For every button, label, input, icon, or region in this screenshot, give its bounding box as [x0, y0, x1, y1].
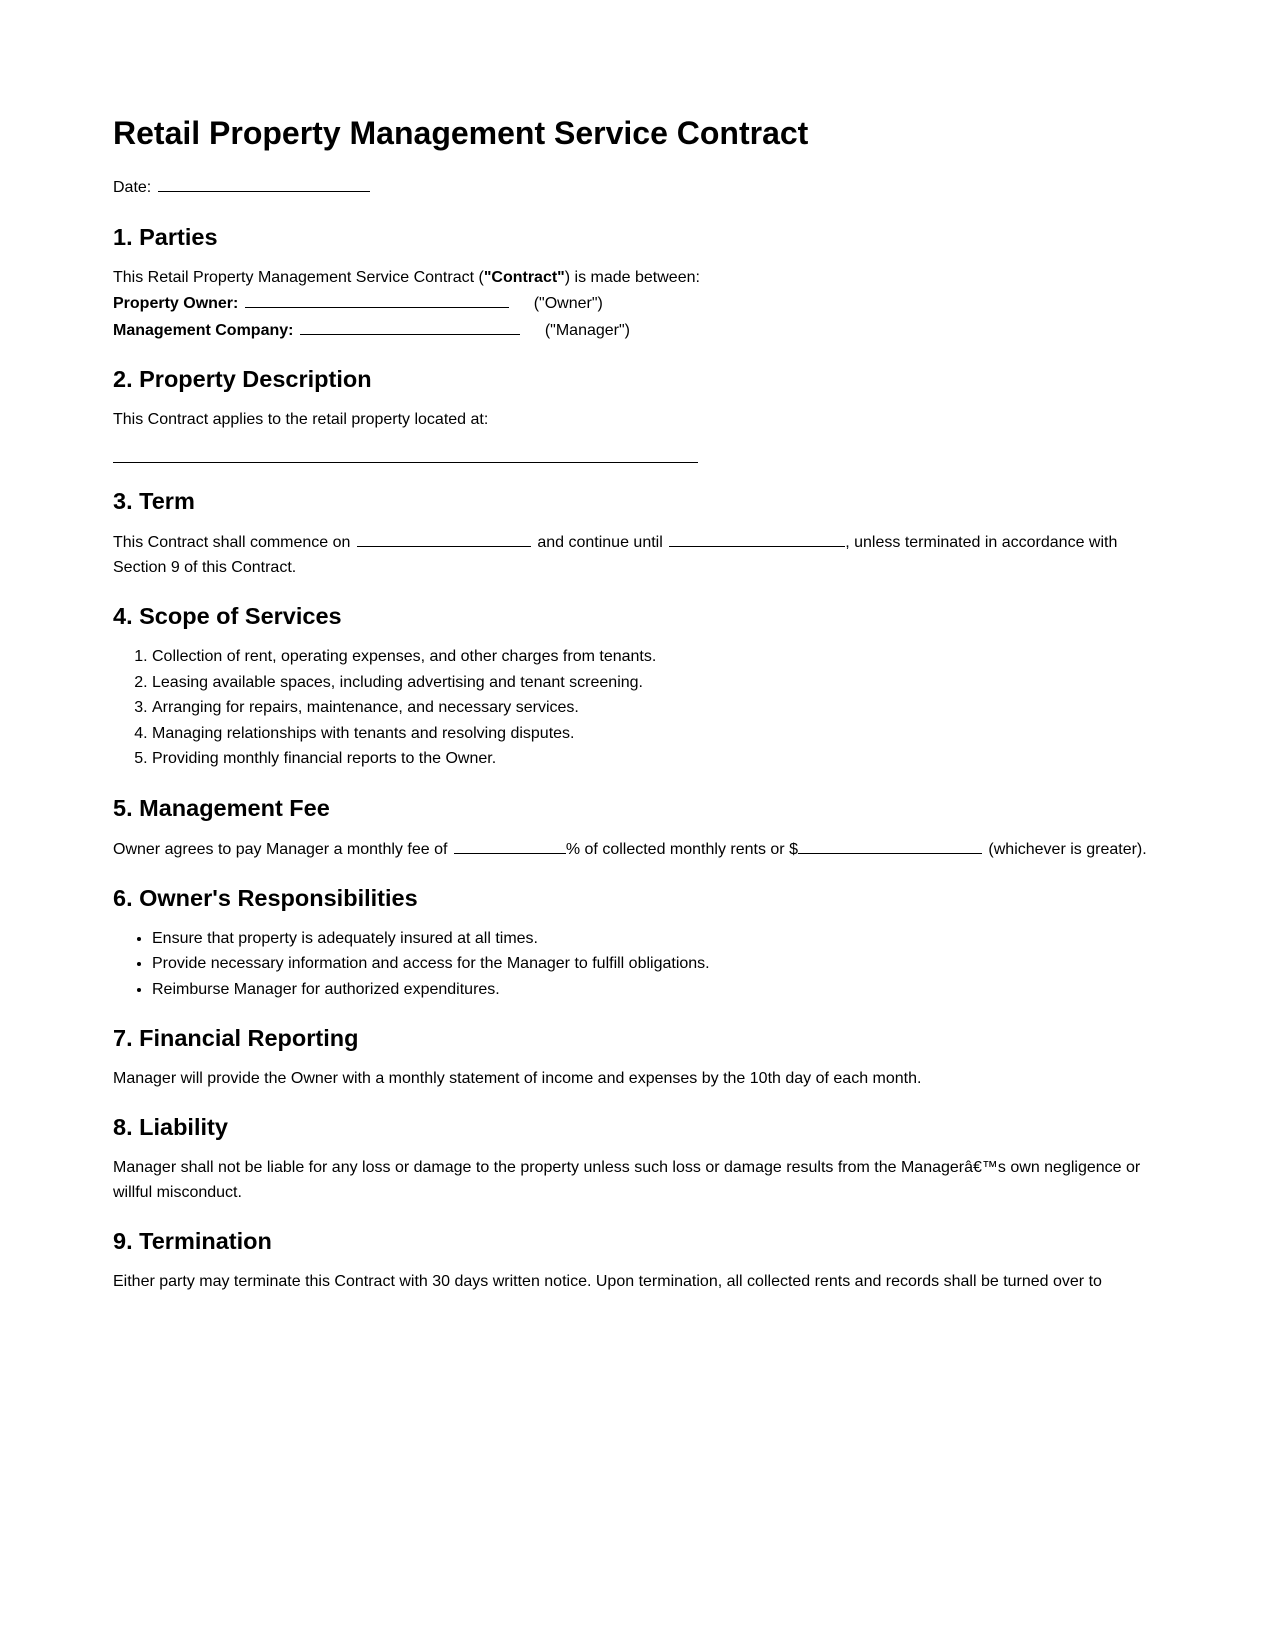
section-heading-owner-responsibilities: 6. Owner's Responsibilities — [113, 884, 418, 911]
owner-responsibilities-list — [113, 926, 1153, 1003]
property-description-text: This Contract applies to the retail property located at: — [113, 411, 489, 428]
fee-text-start: Owner agrees to pay Manager a monthly fee of — [113, 840, 448, 858]
date-line — [113, 174, 1153, 201]
term-text — [113, 529, 1153, 580]
list-item: 2. Leasing available spaces, including advertising and tenant screening. — [152, 670, 1153, 696]
parties-intro-text: This Retail Property Management Service Contract ( — [113, 268, 484, 286]
section-heading-property-description: 2. Property Description — [113, 366, 372, 392]
financial-reporting-text: Manager will provide the Owner with a monthly statement of income and expenses by the 10th day of each month. — [113, 1070, 922, 1087]
section-heading-liability: 8. Liability — [113, 1114, 228, 1140]
list-item: • Reimburse Manager for authorized expenditures. — [152, 977, 1153, 1003]
services-list — [113, 644, 1153, 772]
liability-text: Manager shall not be liable for any loss or damage to the property unless such loss or damage results from the Managerâ€™s own negligence or willful misconduct. — [113, 1159, 1141, 1201]
commence-date-blank[interactable] — [357, 529, 531, 547]
list-item: 3. Arranging for repairs, maintenance, and necessary services. — [152, 695, 1153, 721]
section-heading-financial-reporting: 7. Financial Reporting — [113, 1025, 359, 1051]
list-item: 5. Providing monthly financial reports to the Owner. — [152, 746, 1153, 772]
management-fee-text — [113, 836, 1153, 862]
manager-line — [113, 317, 1153, 344]
manager-alias: ("Manager") — [544, 321, 630, 339]
section-heading-termination: 9. Termination — [113, 1228, 272, 1254]
owner-line — [113, 290, 1153, 317]
term-text-end: , unless terminated in accordance with Section 9 of this Contract. — [113, 534, 1118, 576]
end-date-blank[interactable] — [669, 529, 845, 547]
page-title: Retail Property Management Service Contract — [113, 115, 809, 151]
parties-intro-text-end: ) is made between: — [564, 268, 700, 286]
manager-label: Management Company: — [113, 321, 294, 339]
parties-intro — [113, 265, 1153, 291]
section-heading-parties: 1. Parties — [113, 223, 218, 250]
list-item: • Ensure that property is adequately insured at all times. — [152, 926, 1153, 952]
list-item: 1. Collection of rent, operating expenses, and other charges from tenants. — [152, 644, 1153, 670]
owner-alias: ("Owner") — [533, 295, 603, 312]
contract-page — [113, 108, 1153, 1294]
fee-amount-blank[interactable] — [798, 836, 982, 854]
owner-name-blank[interactable] — [245, 290, 509, 308]
term-text-middle: and continue until — [537, 534, 663, 551]
termination-text: Either party may terminate this Contract with 30 days written notice. Upon termination, all collected rents and records shall be turned over to — [113, 1273, 1102, 1290]
fee-text-middle: % of collected monthly rents or $ — [565, 840, 798, 858]
date-label: Date: — [113, 179, 152, 196]
section-heading-term: 3. Term — [113, 488, 195, 514]
list-item: • Provide necessary information and access for the Manager to fulfill obligations. — [152, 951, 1153, 977]
section-heading-management-fee: 5. Management Fee — [113, 794, 330, 821]
manager-name-blank[interactable] — [300, 317, 520, 335]
section-heading-scope-of-services: 4. Scope of Services — [113, 603, 342, 629]
contract-defined-term: "Contract" — [483, 268, 565, 286]
owner-label: Property Owner: — [113, 295, 239, 312]
list-item: 4. Managing relationships with tenants and resolving disputes. — [152, 721, 1153, 747]
term-text-start: This Contract shall commence on — [113, 534, 351, 551]
fee-text-end: (whichever is greater). — [988, 840, 1147, 858]
date-blank[interactable] — [158, 174, 370, 192]
property-address-blank[interactable] — [113, 434, 698, 463]
fee-percent-blank[interactable] — [454, 836, 566, 854]
